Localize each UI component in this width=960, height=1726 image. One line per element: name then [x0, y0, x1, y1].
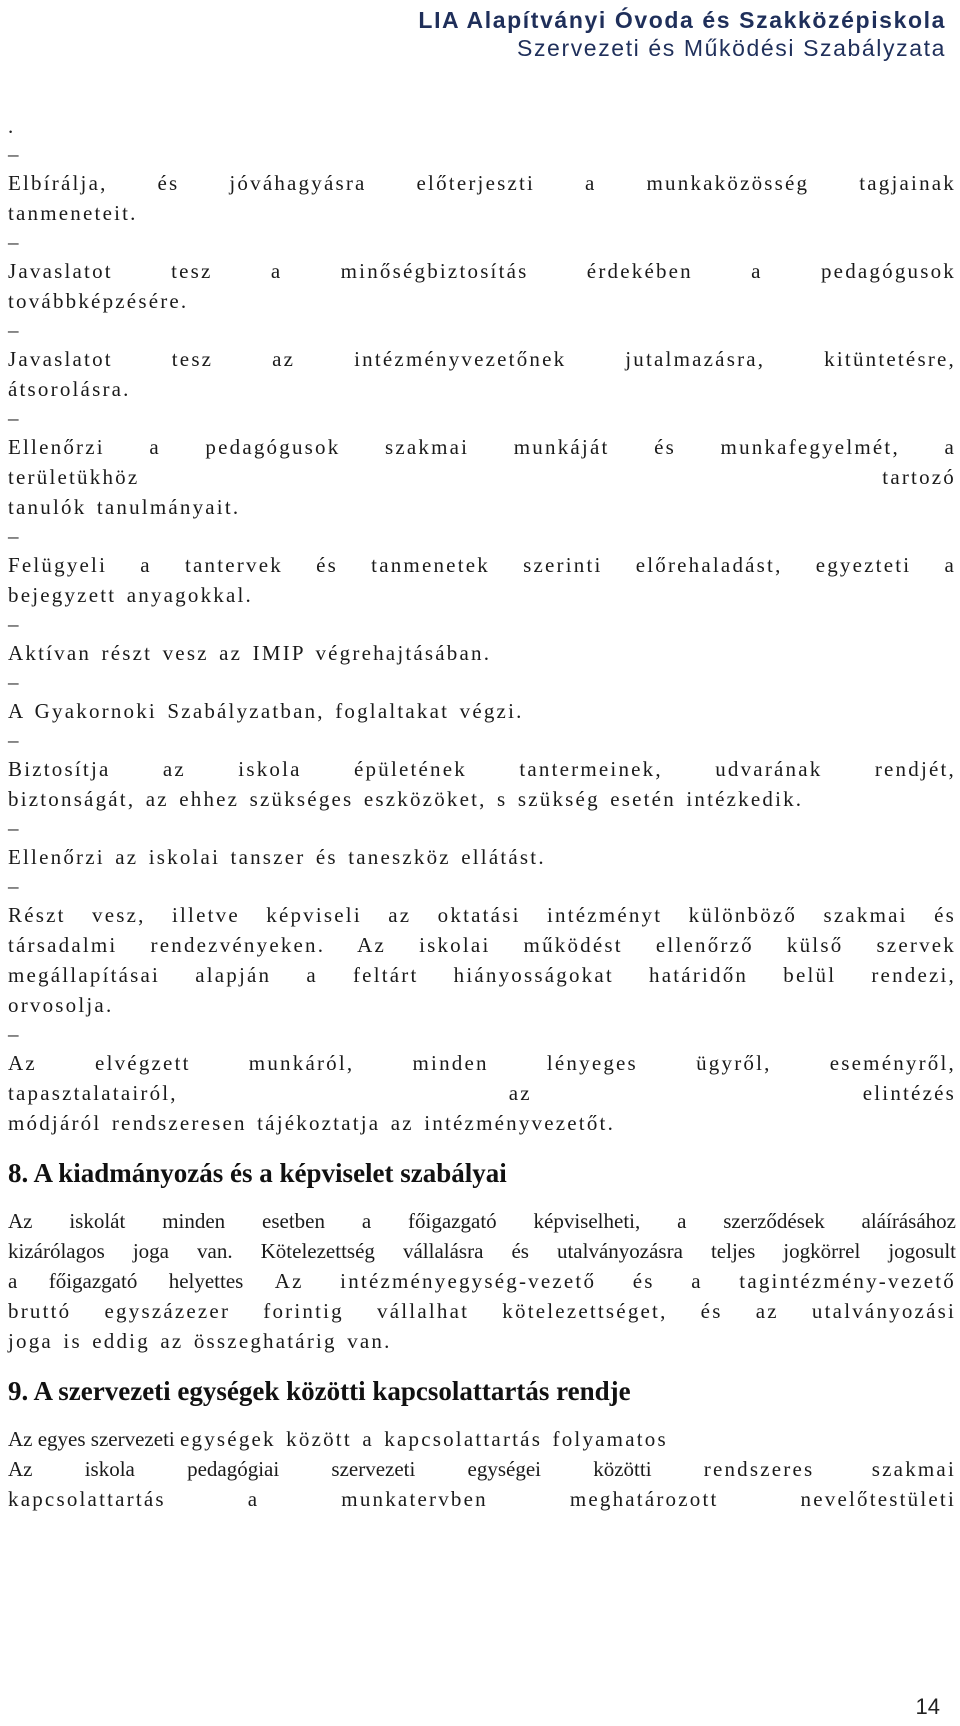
- list-item-line: területükhöz tartozó: [8, 465, 956, 489]
- list-item: [8, 900, 956, 1020]
- list-item: [8, 754, 956, 814]
- section-9-text: rendszeres szakmai: [703, 1457, 956, 1481]
- section-9-text: egységek között a kapcsolattartás folyamatos: [180, 1427, 668, 1451]
- section-8-line: [8, 1266, 956, 1296]
- list-dash: –: [8, 142, 19, 166]
- list-dash: –: [8, 318, 19, 342]
- section-9-line: [8, 1424, 956, 1454]
- section-9-line: kapcsolattartás a munkatervben meghatározott nevelőtestületi: [8, 1487, 956, 1511]
- list-item-line: orvosolja.: [8, 993, 114, 1017]
- page-number: 14: [915, 1694, 940, 1719]
- list-item-line: A Gyakornoki Szabályzatban, foglaltakat végzi.: [8, 699, 524, 723]
- section-8-text: a főigazgató helyettes: [8, 1269, 275, 1293]
- list-item: [8, 638, 956, 668]
- list-dash: –: [8, 728, 19, 752]
- list-dash: –: [8, 612, 19, 636]
- list-item-line: Részt vesz, illetve képviseli az oktatási intézményt különböző szakmai és: [8, 903, 956, 927]
- list-item: [8, 256, 956, 316]
- section-9-line: [8, 1454, 956, 1484]
- duties-list: [8, 140, 956, 1138]
- section-9-text: Az egyes szervezeti: [8, 1427, 180, 1451]
- list-item: [8, 842, 956, 872]
- list-item: [8, 550, 956, 610]
- list-item-line: Aktívan részt vesz az IMIP végrehajtásában.: [8, 641, 492, 665]
- list-item-line: Elbírálja, és jóváhagyásra előterjeszti a munkaközösség tagjainak: [8, 171, 956, 195]
- list-item-line: Felügyeli a tantervek és tanmenetek szerinti előrehaladást, egyezteti a: [8, 553, 956, 577]
- list-item-line: Ellenőrzi a pedagógusok szakmai munkáját és munkafegyelmét, a: [8, 435, 956, 459]
- list-item-line: továbbképzésére.: [8, 289, 189, 313]
- list-item-line: Javaslatot tesz az intézményvezetőnek jutalmazásra, kitüntetésre,: [8, 347, 956, 371]
- section-8-line: kizárólagos joga van. Kötelezettség vállalásra és utalványozásra teljes jogkörrel jogosult: [8, 1239, 956, 1263]
- page-content: [8, 112, 956, 1514]
- section-8-line: joga is eddig az összeghatárig van.: [8, 1329, 392, 1353]
- section-9-text: Az iskola pedagógiai szervezeti egységei közötti: [8, 1457, 704, 1481]
- list-item-line: módjáról rendszeresen tájékoztatja az intézményvezetőt.: [8, 1111, 616, 1135]
- list-item-line: bejegyzett anyagokkal.: [8, 583, 253, 607]
- section-9-body: [8, 1424, 956, 1514]
- section-8-line: bruttó egyszázezer forintig vállalhat kötelezettséget, és az utalványozási: [8, 1299, 956, 1323]
- section-8-text: Az intézményegység-vezető és a tagintézmény-vezető: [274, 1269, 956, 1293]
- list-item-line: Javaslatot tesz a minőségbiztosítás érdekében a pedagógusok: [8, 259, 956, 283]
- list-dash: –: [8, 1022, 19, 1046]
- list-item-line: Ellenőrzi az iskolai tanszer és taneszköz ellátást.: [8, 845, 546, 869]
- list-item-line: átsorolásra.: [8, 377, 131, 401]
- section-9-title: 9. A szervezeti egységek közötti kapcsolattartás rendje: [8, 1376, 631, 1406]
- school-name: LIA Alapítványi Óvoda és Szakközépiskola: [418, 7, 946, 33]
- page-header: [418, 6, 946, 62]
- list-item-line: tanmeneteit.: [8, 201, 138, 225]
- list-dash: –: [8, 406, 19, 430]
- list-item: [8, 344, 956, 404]
- list-dash: –: [8, 524, 19, 548]
- list-item: [8, 432, 956, 522]
- list-item: [8, 1048, 956, 1138]
- list-dash: –: [8, 874, 19, 898]
- leading-dot: .: [8, 114, 14, 138]
- list-item-line: biztonságát, az ehhez szükséges eszközöket, s szükség esetén intézkedik.: [8, 787, 804, 811]
- list-dash: –: [8, 670, 19, 694]
- list-item-line: Biztosítja az iskola épületének tantermeinek, udvarának rendjét,: [8, 757, 956, 781]
- list-item: [8, 168, 956, 228]
- list-item-line: tapasztalatairól, az elintézés: [8, 1081, 956, 1105]
- document-title: Szervezeti és Működési Szabályzata: [517, 35, 946, 61]
- list-dash: –: [8, 816, 19, 840]
- list-dash: –: [8, 230, 19, 254]
- section-8-line: Az iskolát minden esetben a főigazgató képviselheti, a szerződések aláírásához: [8, 1209, 956, 1233]
- section-8-body: [8, 1206, 956, 1356]
- list-item-line: Az elvégzett munkáról, minden lényeges ügyről, eseményről,: [8, 1051, 956, 1075]
- list-item-line: tanulók tanulmányait.: [8, 495, 241, 519]
- list-item-line: megállapításai alapján a feltárt hiányosságokat határidőn belül rendezi,: [8, 963, 956, 987]
- list-item-line: társadalmi rendezvényeken. Az iskolai működést ellenőrző külső szervek: [8, 933, 956, 957]
- section-8-title: 8. A kiadmányozás és a képviselet szabályai: [8, 1158, 507, 1188]
- list-item: [8, 696, 956, 726]
